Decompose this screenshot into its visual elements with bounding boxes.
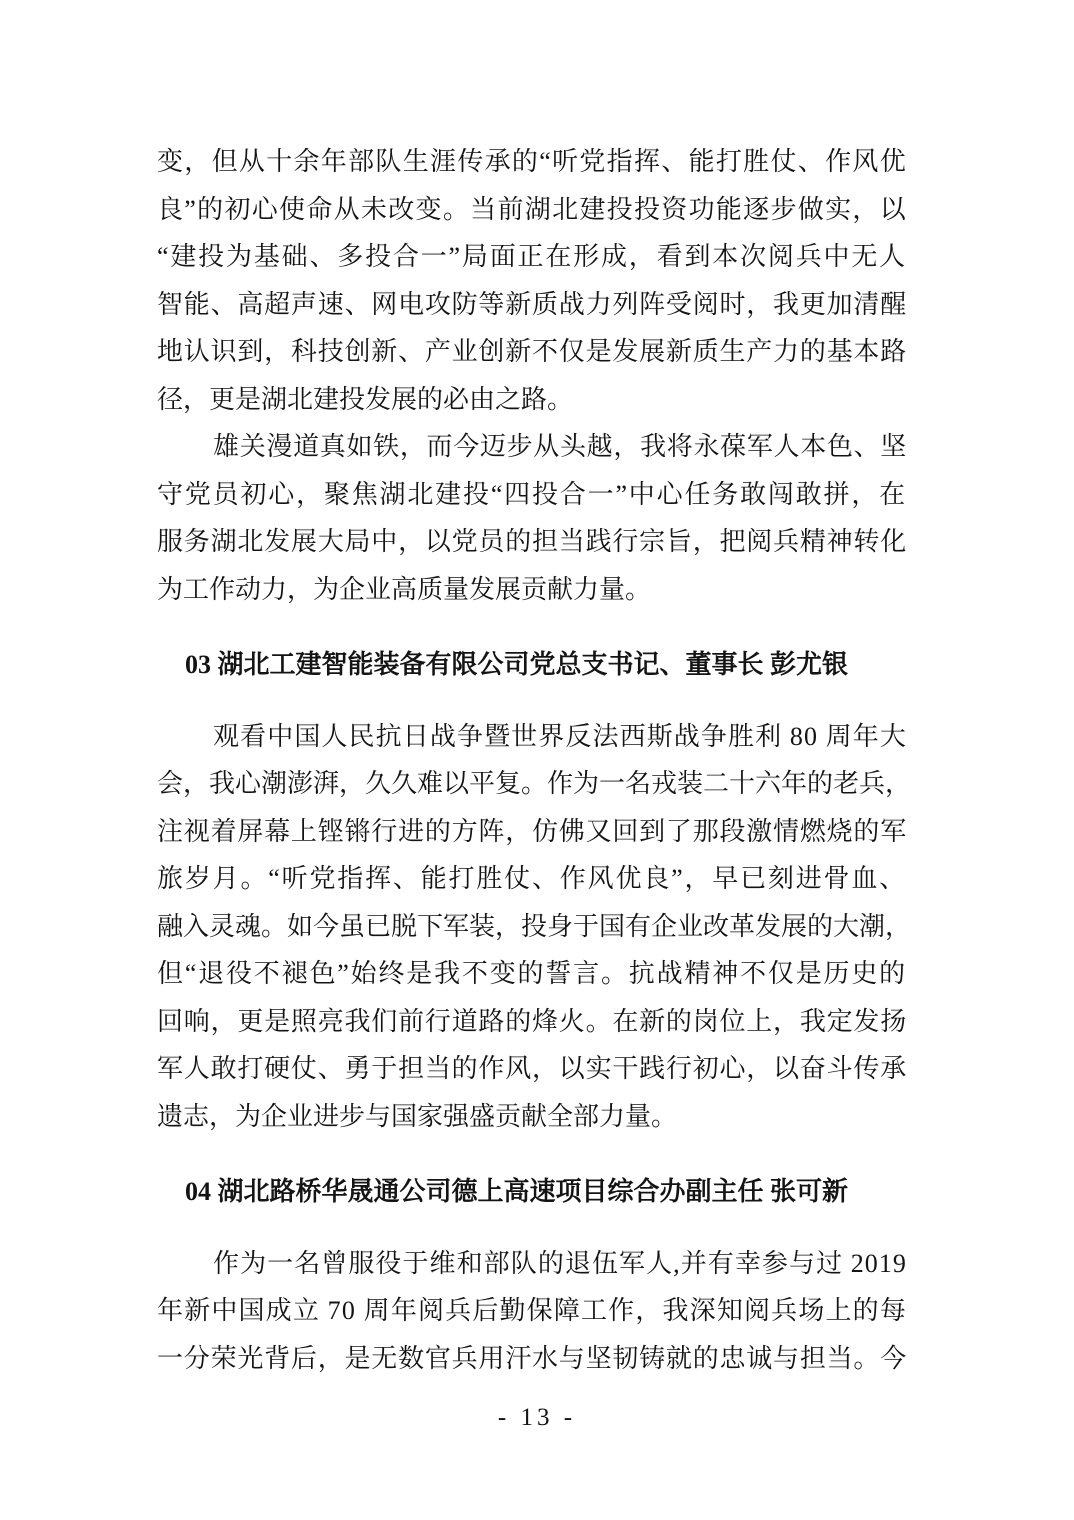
text-line: 一分荣光背后，是无数官兵用汗水与坚韧铸就的忠诚与担当。今 <box>157 1343 907 1373</box>
text-line: 会，我心潮澎湃，久久难以平复。作为一名戎装二十六年的老兵， <box>157 769 912 798</box>
text-line: 服务湖北发展大局中，以党员的担当践行宗旨，把阅兵精神转化 <box>157 527 907 556</box>
text-line: 守党员初心，聚焦湖北建投“四投合一”中心任务敢闯敢拼，在 <box>157 479 907 509</box>
text-line: 变，但从十余年部队生涯传承的“听党指挥、能打胜仗、作风优 <box>157 147 907 176</box>
text-line: 径，更是湖北建投发展的必由之路。 <box>157 384 574 414</box>
text-line: 智能、高超声速、网电攻防等新质战力列阵受阅时，我更加清醒 <box>157 289 907 319</box>
text-line: 雄关漫道真如铁，而今迈步从头越，我将永葆军人本色、坚 <box>213 432 907 461</box>
text-line: 注视着屏幕上铿锵行进的方阵，仿佛又回到了那段激情燃烧的军 <box>157 816 907 846</box>
text-line: 回响，更是照亮我们前行道路的烽火。在新的岗位上，我定发扬 <box>157 1006 907 1036</box>
section-heading: 04 湖北路桥华晟通公司德上高速项目综合办副主任 张可新 <box>185 1177 849 1206</box>
section-heading: 03 湖北工建智能装备有限公司党总支书记、董事长 彭尤银 <box>185 650 849 679</box>
text-line: 良”的初心使命从未改变。当前湖北建投投资功能逐步做实，以 <box>157 194 907 224</box>
text-line: 遗志，为企业进步与国家强盛贡献全部力量。 <box>157 1101 678 1131</box>
text-line: 观看中国人民抗日战争暨世界反法西斯战争胜利 80 周年大 <box>213 721 907 751</box>
document-body <box>157 138 912 1382</box>
text-line: “建投为基础、多投合一”局面正在形成，看到本次阅兵中无人 <box>157 242 907 271</box>
text-line: 作为一名曾服役于维和部队的退伍军人,并有幸参与过 2019 <box>213 1248 907 1278</box>
text-line: 旅岁月。“听党指挥、能打胜仗、作风优良”，早已刻进骨血、 <box>157 864 907 893</box>
page-number: - 13 - <box>497 1404 577 1431</box>
text-line: 年新中国成立 70 周年阅兵后勤保障工作，我深知阅兵场上的每 <box>157 1296 907 1325</box>
text-line: 为工作动力，为企业高质量发展贡献力量。 <box>157 574 652 604</box>
text-line: 军人敢打硬仗、勇于担当的作风，以实干践行初心，以奋斗传承 <box>157 1054 907 1083</box>
text-line: 但“退役不褪色”始终是我不变的誓言。抗战精神不仅是历史的 <box>157 959 907 988</box>
text-line: 地认识到，科技创新、产业创新不仅是发展新质生产力的基本路 <box>157 337 907 366</box>
text-line: 融入灵魂。如今虽已脱下军装，投身于国有企业改革发展的大潮， <box>157 911 912 941</box>
